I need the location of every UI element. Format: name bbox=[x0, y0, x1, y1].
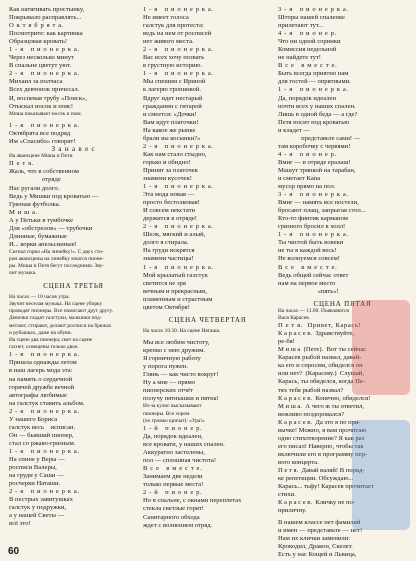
text-line: 1 - я п и о н е р к а. bbox=[9, 351, 80, 359]
text-line: Ведь общей сейчас ответ bbox=[278, 271, 349, 279]
text-line: Ведь у Мишки под кроватью — bbox=[9, 192, 99, 200]
text-line: В спальне цветут уют. bbox=[9, 62, 72, 70]
stage-direction: На часах — 10 часов утра. bbox=[9, 293, 70, 300]
stage-direction: Вася Карасев. bbox=[278, 314, 310, 321]
text-line: Мы все любим чистоту, bbox=[143, 339, 210, 347]
text-line: «пять»! bbox=[278, 287, 339, 295]
text-line: В с е в м е с т е. bbox=[143, 465, 203, 473]
text-line: Вдруг идет нестарый bbox=[143, 94, 203, 102]
text-line: тях тебя рыбой назвал? bbox=[278, 386, 344, 394]
text-line: знамени частицы! bbox=[143, 255, 194, 263]
text-line: Эта мода новая — bbox=[143, 191, 195, 199]
text-line: Нас ругали долго. bbox=[9, 184, 60, 192]
text-line: Что ни одной соринки bbox=[278, 38, 341, 46]
text-line: Покрывало расправлять... bbox=[9, 14, 82, 22]
text-line: пионерских отчёт bbox=[143, 387, 193, 395]
text-line: 2 - я п и о н е р к а. bbox=[143, 223, 214, 231]
stage-direction: чит музыка. bbox=[9, 270, 37, 277]
text-line: Да, порядок идеален, bbox=[143, 433, 203, 441]
text-line: получу пятнышки и пятна! bbox=[143, 395, 219, 403]
text-line: горько и обидно! bbox=[143, 158, 191, 166]
text-line: одно стихотворение? Я как раз bbox=[278, 434, 365, 442]
text-line: Пришла однажды летом bbox=[9, 359, 77, 367]
text-line: или нет? (Карасеву.) Слушай, bbox=[278, 370, 364, 378]
text-line: Как нам стало стыдно, bbox=[143, 150, 207, 158]
text-line: 3 - я п и о н е р к а. bbox=[278, 6, 349, 13]
text-line: Я горничную работу bbox=[143, 355, 201, 363]
text-line: П е т я. bbox=[9, 160, 34, 168]
text-line: автографы любимые bbox=[9, 391, 67, 399]
scene-heading: З а н а в е с bbox=[51, 145, 96, 153]
stage-direction: гаснет, освещены только двое. bbox=[9, 344, 79, 351]
text-line: Вам идут платочки! bbox=[143, 118, 199, 126]
text-line: Есть у нас Кощей и Львица, bbox=[278, 551, 357, 559]
text-line: ке репетиции. Обсуждаю... bbox=[278, 475, 354, 483]
text-line: На спине у Веры — bbox=[9, 455, 65, 463]
text-line: На какое же рынке bbox=[143, 126, 196, 134]
text-line: 1 - я п и о н е р к а. bbox=[143, 263, 214, 271]
text-line: держится в отряде! bbox=[143, 215, 197, 223]
text-line: Карась, ты обиделся, когда Пе- bbox=[278, 378, 366, 386]
text-line: Через несколько минут bbox=[9, 54, 74, 62]
text-line: Длинные, бумажные bbox=[9, 232, 67, 240]
text-line: Комиссия недельной bbox=[278, 46, 337, 54]
text-line: вечным и прекрасным, bbox=[143, 287, 207, 295]
text-line: Он — бывший пионер, bbox=[9, 431, 74, 439]
stage-direction: На авансцене Миша и Петя. bbox=[9, 153, 74, 160]
text-line: а у нашей Светы — bbox=[9, 512, 65, 520]
text-line: 2 - я п и о н е р к а. bbox=[143, 142, 214, 150]
text-line: гражданин с гитарой bbox=[143, 102, 202, 110]
text-line: стихи. bbox=[278, 491, 296, 499]
text-line: Крокодил, Дракон, Скелет. bbox=[278, 543, 353, 551]
text-line: ре-бя! bbox=[278, 338, 295, 346]
text-line: только первые места! bbox=[143, 481, 204, 489]
stage-direction: рон авансцены на линейку мчатся пионе- bbox=[9, 256, 104, 263]
text-line: ка его и спросим, обиделся он bbox=[278, 362, 363, 370]
text-line: Жаль, что в собственном bbox=[9, 168, 79, 176]
text-line: Михаил за полчаса bbox=[9, 78, 63, 86]
text-line: крепко с нею дружим. bbox=[143, 347, 206, 355]
text-line: Карась... тьфу! Карасев прочитает bbox=[278, 483, 374, 491]
text-line: прилетают тут... bbox=[278, 22, 324, 30]
text-line: Санитарного обхода bbox=[143, 513, 200, 521]
text-line: просто бестолковая! bbox=[143, 199, 200, 207]
text-line: грязного бросил в холл! bbox=[278, 223, 346, 231]
text-line: 2 - я п и о н е р к а. bbox=[143, 46, 214, 54]
text-line: Вмиг — намять все постели, bbox=[278, 199, 359, 207]
text-line: Посмотрите: как картинка bbox=[9, 30, 83, 38]
scene-heading: СЦЕНА ПЯТАЯ bbox=[313, 299, 372, 308]
text-line: 1 - я п и о н е р к а. bbox=[9, 447, 80, 455]
text-line: пламенным и страстным bbox=[143, 295, 213, 303]
text-line: и кладет — bbox=[278, 126, 311, 134]
text-line: знамени кусочек! bbox=[143, 174, 192, 182]
text-line: галстук для протеста: bbox=[143, 22, 204, 30]
text-line: 2 - я п и о н е р к а. bbox=[9, 488, 80, 496]
text-line: ведь на нем от росписей bbox=[143, 30, 212, 38]
text-line: и сметает Капа bbox=[278, 174, 321, 182]
text-line: Образцовая кровать! bbox=[9, 38, 68, 46]
text-line: К а р а с е в. Здравствуйте, bbox=[278, 330, 355, 338]
text-line: Для «обстрелов» — трубочки bbox=[9, 224, 93, 232]
text-line: 2 - я п и о н е р к а. bbox=[9, 70, 80, 78]
text-line: цветом Октября! bbox=[143, 303, 190, 311]
text-line: нет живого места. bbox=[143, 38, 194, 46]
text-line: М и ш а (Пете). Вот ты сейчас bbox=[278, 346, 367, 354]
text-line: на память о сердечной bbox=[9, 375, 73, 383]
text-line: отряде bbox=[9, 176, 61, 184]
text-line: нам на первое место bbox=[278, 279, 336, 287]
text-line: стекла светлые горят! bbox=[143, 505, 204, 513]
text-line: на груди у Саши — bbox=[9, 472, 64, 480]
text-line: П е т я. Давай валяй! В поряд- bbox=[278, 466, 365, 474]
text-line: Октябрята все подряд bbox=[9, 129, 71, 137]
text-line: Кто-то финтик карманом bbox=[278, 215, 348, 223]
text-line: брали вы косынки?» bbox=[143, 134, 201, 142]
text-line: всё это! bbox=[9, 520, 31, 528]
text-line: почти всех у наших спален. bbox=[278, 102, 356, 110]
text-line: и имен — представьте — нет! bbox=[278, 527, 363, 535]
stage-direction: Звучит веселая музыка. На сцене уборку bbox=[9, 300, 103, 307]
column-left bbox=[9, 6, 138, 528]
text-line: Ну а мне — прямо bbox=[143, 379, 196, 387]
text-line: П е т я. Привет, Карась! bbox=[278, 322, 362, 330]
text-line: И... корки апельсинные! bbox=[9, 240, 77, 248]
text-line: Как натягивать простынку, bbox=[9, 6, 85, 13]
text-line: 2 - й п и о н е р. bbox=[143, 489, 203, 497]
text-line: В нашем классе нет фамилий bbox=[278, 519, 361, 527]
text-line: долго я стирала. bbox=[143, 239, 189, 247]
stage-direction: метают, стирают, делают росписи на брюках bbox=[9, 322, 112, 329]
text-line: не ты в каждой весь! bbox=[278, 247, 337, 255]
text-line: Мы спешим с Ириной bbox=[143, 78, 206, 86]
text-line: 1 - я п и о н е р к а. bbox=[143, 183, 214, 191]
text-line: 4 - я п и о н е р. bbox=[278, 30, 337, 38]
stage-direction: (по громко кричат): «Ура!» bbox=[143, 417, 205, 424]
text-line: 4 - я п и о н е р. bbox=[278, 150, 337, 158]
stage-direction: Девочки гладят галстуки, мальчики под- bbox=[9, 315, 102, 322]
text-line: 2 - я п и о н е р к а. bbox=[9, 407, 80, 415]
stage-direction: проводят пионеры. Все помогают друг другу. bbox=[9, 308, 114, 315]
stage-direction: ры. Миша и Петя бегут последними. Зву- bbox=[9, 263, 105, 270]
text-line: 1 - й п и о н е р. bbox=[143, 425, 203, 433]
text-line: Всех девчонок причесал. bbox=[9, 86, 80, 94]
text-line: приличну. bbox=[278, 507, 307, 515]
text-line: вычке! Можно, я вам прочитаю bbox=[278, 426, 367, 434]
scene-heading: СЦЕНА ТРЕТЬЯ bbox=[43, 281, 104, 290]
text-line: на галстук ставить альбом. bbox=[9, 399, 85, 407]
text-line: К а р а с е в. Кличку не по- bbox=[278, 499, 356, 507]
text-line: Нам их клички заменили: bbox=[278, 535, 351, 543]
text-line: для гостей — опрятными. bbox=[278, 78, 351, 86]
text-line: К а р а с е в. Конечно, обиделся! bbox=[278, 394, 371, 402]
text-line: О к т я б р я т а. bbox=[9, 22, 65, 30]
text-line: У нашего Бориса bbox=[9, 415, 58, 423]
text-line: у порога нужен. bbox=[143, 363, 188, 371]
stage-direction: Миша показывает носок и пояс. bbox=[9, 110, 83, 117]
text-line: галстук у подружки, bbox=[9, 504, 67, 512]
stage-direction: и рубашках, даже на обуви. bbox=[9, 329, 72, 336]
text-line: там коробочку с червями! bbox=[278, 142, 351, 150]
page-number: 60 bbox=[8, 546, 20, 557]
text-line: Да, порядок идеален bbox=[278, 94, 337, 102]
text-line: 1 - я п и о н е р к а. bbox=[9, 121, 80, 129]
text-line: ждет с волнением отряд. bbox=[143, 521, 213, 529]
column-middle bbox=[143, 6, 272, 530]
text-line: включили его в программу пер- bbox=[278, 450, 368, 458]
text-line: Не имеет голоса bbox=[143, 14, 189, 22]
text-line: Глянь — как чисто вокруг! bbox=[143, 371, 219, 379]
text-line: росчерки Наташи. bbox=[9, 480, 61, 488]
text-line: Аккуратно застелены, bbox=[143, 449, 205, 457]
text-line: И совсем некстати bbox=[143, 207, 196, 215]
stage-direction: Сигнал горна «На линейку!». С двух сто- bbox=[9, 248, 104, 255]
text-line: М и ш а. А чего ж ты ответил, bbox=[278, 402, 365, 410]
text-line: К а р а с е в. Да это я по при- bbox=[278, 418, 361, 426]
text-line: представьте сами! — bbox=[278, 134, 361, 142]
text-line: росписи Валеры, bbox=[9, 464, 57, 472]
text-line: А у Петьки в тумбочке bbox=[9, 216, 74, 224]
text-line: Грязная футболка. bbox=[9, 200, 61, 208]
text-line: 1 - я п и о н е р к а. bbox=[278, 231, 349, 239]
text-line: стал со ржаво-грязным. bbox=[9, 439, 76, 447]
text-line: вежливо поздоровался? bbox=[278, 410, 345, 418]
stage-direction: На часах 10.30. На сцене Наташа. bbox=[143, 327, 221, 334]
text-line: В пестрых завитушках bbox=[9, 496, 73, 504]
illustration-red-figure bbox=[352, 300, 410, 395]
text-line: В с е в м е с т е. bbox=[278, 263, 338, 271]
text-line: мусор прямо на пол. bbox=[278, 183, 336, 191]
text-line: Шторы нашей спаленке bbox=[278, 14, 345, 22]
scene-heading: СЦЕНА ЧЕТВЕРТАЯ bbox=[168, 315, 247, 324]
text-line: Ты чистой быть вовеки bbox=[278, 239, 344, 247]
text-line: Карасев рыбой назвал, давай- bbox=[278, 354, 362, 362]
illustration-blue-figure bbox=[352, 420, 410, 530]
text-line: не найдете тут! bbox=[278, 54, 321, 62]
text-line: Быть всегда приятно нам bbox=[278, 70, 349, 78]
text-line: На груди искрятся bbox=[143, 247, 195, 255]
text-line: 3 - я п и о н е р к а. bbox=[278, 191, 349, 199]
text-line: И, воспевая трубу «Поиск», bbox=[9, 94, 87, 102]
stage-direction: Из-за кулис высказывают bbox=[143, 403, 202, 410]
text-line: все кровати, у наших спален. bbox=[143, 441, 225, 449]
text-line: 1 - я п и о н е р к а. bbox=[278, 86, 349, 94]
text-line: галстук весь исписан. bbox=[9, 423, 76, 431]
text-line: Мой крылатый галстук bbox=[143, 271, 208, 279]
text-line: В с е в м е с т е. bbox=[278, 62, 338, 70]
stage-direction: пионеры. Все хором bbox=[143, 410, 190, 417]
text-line: вого концерта. bbox=[278, 458, 319, 466]
text-line: Отыскал носок и пояс! bbox=[9, 102, 74, 110]
text-line: и смеется: «Дочки! bbox=[143, 110, 197, 118]
text-line: светится не зря bbox=[143, 279, 186, 287]
stage-direction: На сцене два пионера; свет на сцене bbox=[9, 336, 93, 343]
text-line: 1 - я п и о н е р к а. bbox=[143, 70, 214, 78]
text-line: горячей дружбе вечной bbox=[9, 383, 75, 391]
text-line: Занимаем две недели bbox=[143, 473, 203, 481]
text-line: Шелк, мягкий и алый, bbox=[143, 231, 206, 239]
text-line: Принят за платочек bbox=[143, 166, 198, 174]
text-line: к лагерю тропинкой. bbox=[143, 86, 201, 94]
text-line: в грустную историю. bbox=[143, 62, 203, 70]
stage-direction: На часах — 11.00. Появляются bbox=[278, 307, 349, 314]
text-line: Машут тряпкой на тарабан, bbox=[278, 166, 356, 174]
text-line: Не волнуемся совсем! bbox=[278, 255, 340, 263]
text-line: Петя носит под кроватью bbox=[278, 118, 350, 126]
text-line: 1 - я п и о н е р к а. bbox=[9, 46, 80, 54]
text-line: Но в спальне, с окнами переплетах bbox=[143, 497, 242, 505]
text-line: в наш лагерь мода эта: bbox=[9, 367, 73, 375]
text-line: 1 - я п и о н е р к а. bbox=[143, 6, 214, 13]
text-line: Вмиг — в отряде ералаш! bbox=[278, 158, 351, 166]
text-line: М и ш а. bbox=[9, 208, 38, 216]
text-line: бросают плащ, запрыгая стол... bbox=[278, 207, 366, 215]
text-line: его писал! Наверно, чтобы так bbox=[278, 442, 364, 450]
text-line: Лишь в одной беда — а где? bbox=[278, 110, 358, 118]
text-line: Им «Спасибо» говорят! bbox=[9, 137, 76, 145]
text-line: пол — сплошная чистота! bbox=[143, 457, 217, 465]
text-line: Вас всех хочу позвать bbox=[143, 54, 205, 62]
